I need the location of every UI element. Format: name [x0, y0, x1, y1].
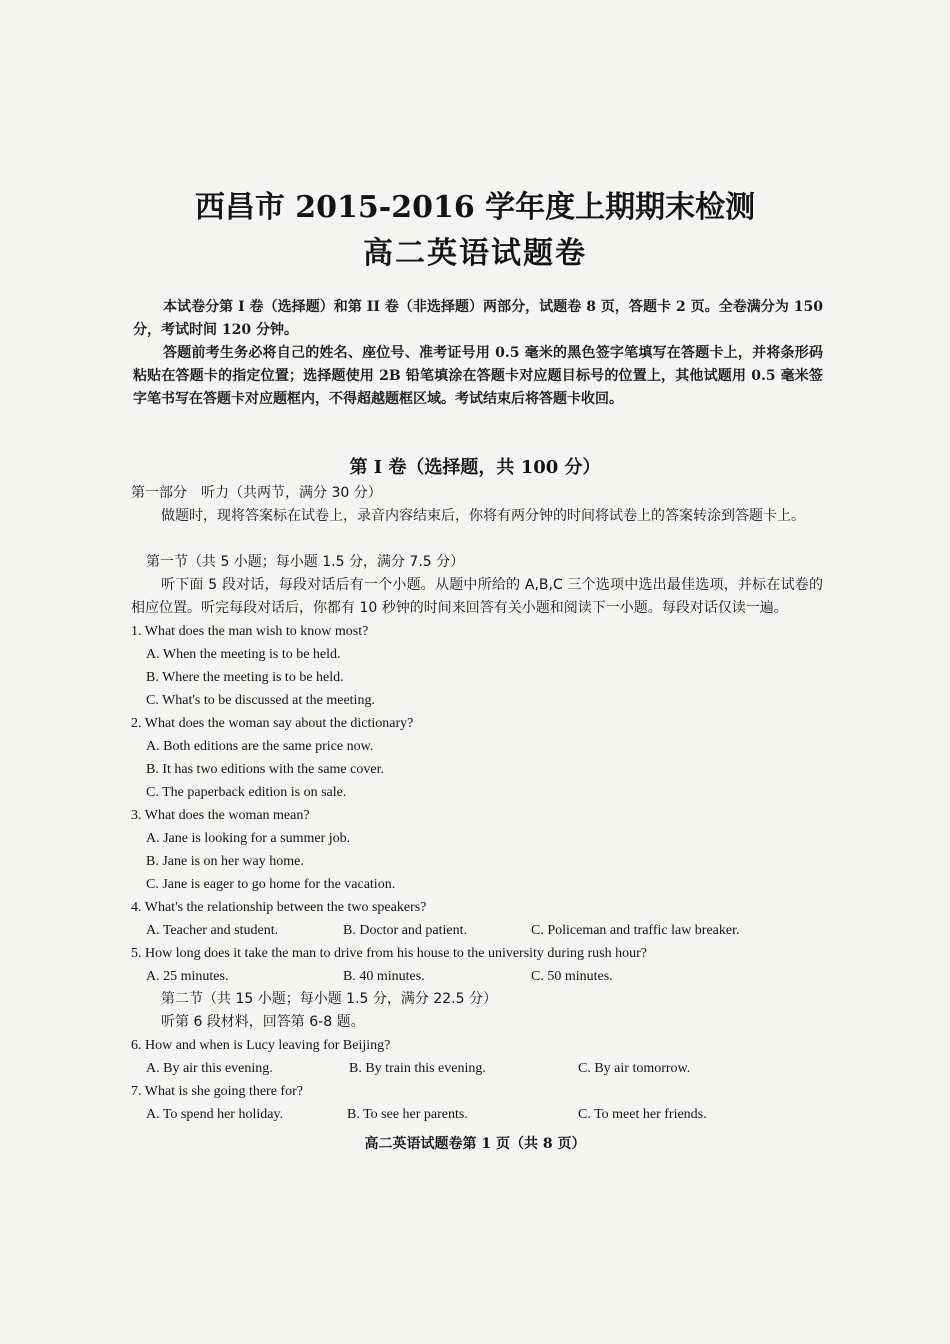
question-2: 2. What does the woman say about the dictionary? [131, 716, 414, 731]
option-3b: B. Jane is on her way home. [146, 854, 304, 869]
option-7b: B. To see her parents. [347, 1107, 468, 1122]
exam-title: 西昌市 2015-2016 学年度上期期末检测 [194, 190, 756, 225]
section2-material: 听第 6 段材料，回答第 6-8 题。 [161, 1014, 365, 1030]
listening-part [131, 482, 823, 1126]
option-4a: A. Teacher and student. [146, 923, 279, 938]
option-6b: B. By train this evening. [349, 1061, 486, 1076]
option-4c: C. Policeman and traffic law breaker. [531, 923, 740, 938]
option-5a: A. 25 minutes. [146, 969, 229, 984]
section2-heading: 第二节（共 15 小题；每小题 1.5 分，满分 22.5 分） [161, 991, 497, 1007]
part1-instruction: 做题时，现将答案标在试卷上，录音内容结束后，你将有两分钟的时间将试卷上的答案转涂到答题卡上。 [161, 508, 805, 524]
option-4b: B. Doctor and patient. [343, 923, 468, 938]
option-7c: C. To meet her friends. [578, 1107, 707, 1122]
option-3a: A. Jane is looking for a summer job. [146, 831, 351, 846]
options-4 [131, 919, 823, 942]
intro-block [133, 296, 823, 411]
option-3c: C. Jane is eager to go home for the vacation. [146, 877, 396, 892]
option-2b: B. It has two editions with the same cover. [146, 762, 384, 777]
question-6: 6. How and when is Lucy leaving for Beijing? [131, 1038, 391, 1053]
question-3: 3. What does the woman mean? [131, 808, 310, 823]
intro-paragraph: 本试卷分第 I 卷（选择题）和第 II 卷（非选择题）两部分，试题卷 8 页，答题卡 2 页。全卷满分为 150 分，考试时间 120 分钟。 [133, 299, 823, 338]
question-5: 5. How long does it take the man to drive from his house to the university during rush hour? [131, 946, 647, 961]
question-7: 7. What is she going there for? [131, 1084, 303, 1099]
option-6a: A. By air this evening. [146, 1061, 273, 1076]
option-2c: C. The paperback edition is on sale. [146, 785, 347, 800]
intro-paragraph: 答题前考生务必将自己的姓名、座位号、准考证号用 0.5 毫米的黑色签字笔填写在答题卡上，并将条形码粘贴在答题卡的指定位置；选择题使用 2B 铅笔填涂在答题卡对应题目标号的位置上，其他试题用 0.5 毫米签字笔书写在答题卡对应题框内，不得超越题框区域。考试结束后将答题卡收回。 [133, 345, 823, 407]
part1-heading: 第一部分 听力（共两节，满分 30 分） [131, 485, 382, 501]
option-1a: A. When the meeting is to be held. [146, 647, 341, 662]
section1-heading: 第一节（共 5 小题；每小题 1.5 分，满分 7.5 分） [146, 554, 465, 570]
question-1: 1. What does the man wish to know most? [131, 624, 369, 639]
options-7 [131, 1103, 823, 1126]
option-7a: A. To spend her holiday. [146, 1107, 284, 1122]
section-title: 第 I 卷（选择题，共 100 分） [349, 457, 601, 478]
option-5c: C. 50 minutes. [531, 969, 613, 984]
section1-instruction: 听下面 5 段对话，每段对话后有一个小题。从题中所给的 A,B,C 三个选项中选出最佳选项，并标在试卷的相应位置。听完每段对话后，你都有 10 秒钟的时间来回答有关小题和阅读下一小题。每段对话仅读一遍。 [131, 577, 823, 616]
exam-subtitle: 高二英语试题卷 [363, 236, 587, 271]
option-6c: C. By air tomorrow. [578, 1061, 691, 1076]
option-5b: B. 40 minutes. [343, 969, 425, 984]
options-5 [131, 965, 823, 988]
page-footer: 高二英语试题卷第 1 页（共 8 页） [364, 1136, 586, 1152]
option-1b: B. Where the meeting is to be held. [146, 670, 344, 685]
option-2a: A. Both editions are the same price now. [146, 739, 374, 754]
options-6 [131, 1057, 823, 1080]
question-4: 4. What's the relationship between the two speakers? [131, 900, 427, 915]
option-1c: C. What's to be discussed at the meeting. [146, 693, 375, 708]
